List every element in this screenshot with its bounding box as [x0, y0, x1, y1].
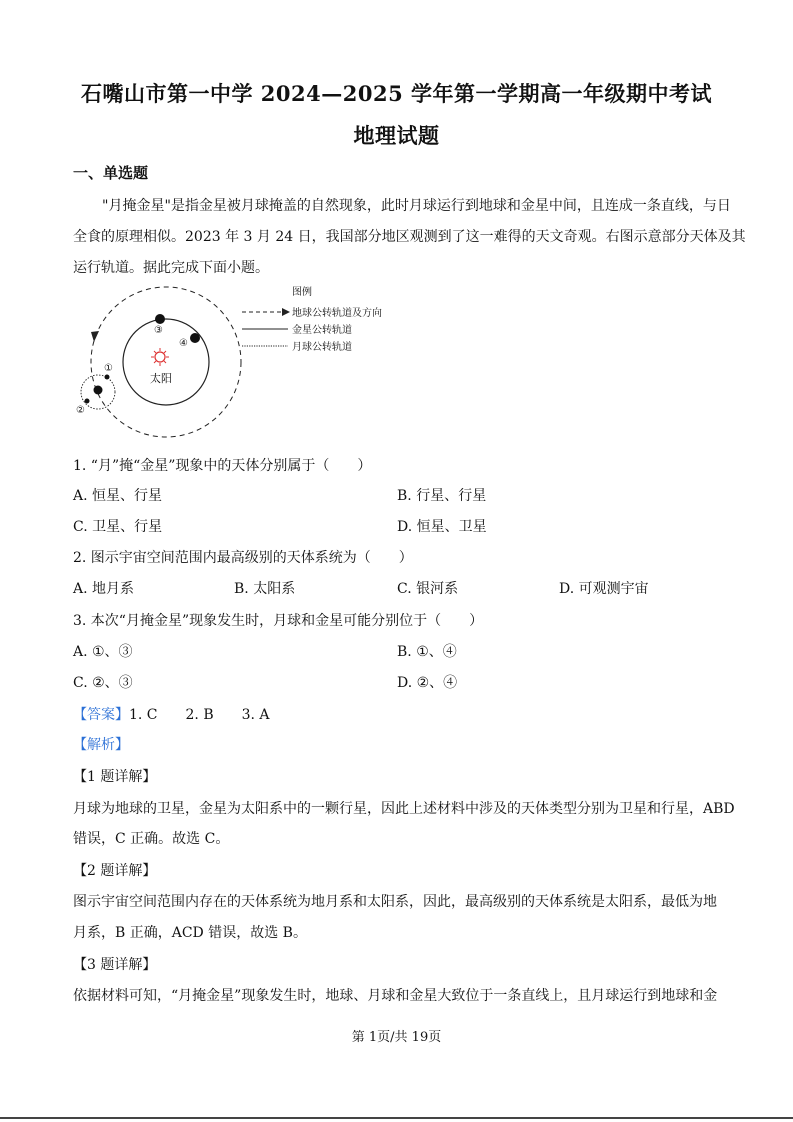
- question-3-option-b: B. ①、④: [397, 644, 457, 660]
- question-1-stem: 1. “月”掩“金星”现象中的天体分别属于（ ）: [73, 458, 372, 474]
- answer-line: [73, 704, 270, 724]
- earth-orbit: [91, 287, 241, 437]
- intro-line-2: 全食的原理相似。2023 年 3 月 24 日，我国部分地区观测到了这一难得的天文奇观。右图示意部分天体及其: [73, 229, 746, 245]
- earth-body: [94, 386, 103, 395]
- question-3-option-a: A. ①、③: [73, 644, 133, 660]
- legend-item-earth-orbit: 地球公转轨道及方向: [292, 308, 382, 319]
- moon-position-2: [85, 399, 90, 404]
- question-3-option-c: C. ②、③: [73, 675, 133, 691]
- page-footer: 第 1页/共 19页: [351, 1030, 442, 1045]
- sun-icon: [151, 348, 169, 366]
- venus-position-3: [155, 314, 165, 324]
- detail-2-heading: 【2 题详解】: [73, 863, 157, 879]
- venus-orbit: [123, 319, 209, 405]
- marker-2: ②: [76, 405, 85, 416]
- question-2-option-d: D. 可观测宇宙: [559, 581, 649, 597]
- question-2-stem: 2. 图示宇宙空间范围内最高级别的天体系统为（ ）: [73, 550, 413, 566]
- legend-arrow-icon: [282, 308, 290, 316]
- question-3-stem: 3. 本次“月掩金星”现象发生时，月球和金星可能分别位于（ ）: [73, 613, 484, 629]
- detail-1-heading: 【1 题详解】: [73, 769, 157, 785]
- question-1-option-a: A. 恒星、行星: [73, 488, 163, 504]
- question-1-option-d: D. 恒星、卫星: [397, 519, 487, 535]
- marker-1: ①: [104, 363, 113, 374]
- detail-1-line-1: 月球为地球的卫星，金星为太阳系中的一颗行星，因此上述材料中涉及的天体类型分别为卫星和行星，ABD: [73, 801, 735, 817]
- legend-title: 图例: [292, 287, 312, 298]
- orbit-diagram: [70, 280, 410, 440]
- moon-position-1: [105, 375, 110, 380]
- detail-1-line-2: 错误，C 正确。故选 C。: [73, 831, 230, 847]
- exam-title: 石嘴山市第一中学 2024—2025 学年第一学期高一年级期中考试: [80, 81, 712, 106]
- marker-4: ④: [179, 338, 188, 349]
- question-1-option-c: C. 卫星、行星: [73, 519, 163, 535]
- bottom-divider: [0, 1117, 793, 1119]
- earth-orbit-arrow-icon: [91, 331, 99, 342]
- legend-item-moon-orbit: 月球公转轨道: [292, 342, 352, 353]
- exam-subtitle: 地理试题: [353, 123, 440, 148]
- detail-3-heading: 【3 题详解】: [73, 957, 157, 973]
- question-2-option-c: C. 银河系: [397, 581, 459, 597]
- intro-line-3: 运行轨道。据此完成下面小题。: [73, 260, 269, 276]
- answer-text: 1. C 2. B 3. A: [129, 707, 270, 723]
- section-heading: 一、单选题: [73, 164, 149, 182]
- venus-position-4: [190, 333, 200, 343]
- detail-3-line-1: 依据材料可知，“月掩金星”现象发生时，地球、月球和金星大致位于一条直线上，且月球运行到地球和金: [73, 988, 718, 1004]
- sun-label: 太阳: [150, 372, 172, 385]
- legend-item-venus-orbit: 金星公转轨道: [292, 325, 352, 336]
- analysis-tag: 【解析】: [73, 737, 129, 753]
- question-3-option-d: D. ②、④: [397, 675, 458, 691]
- detail-2-line-1: 图示宇宙空间范围内存在的天体系统为地月系和太阳系，因此，最高级别的天体系统是太阳系，最低为地: [73, 894, 717, 910]
- marker-3: ③: [154, 325, 163, 336]
- answer-tag: 【答案】: [73, 707, 129, 723]
- question-2-option-a: A. 地月系: [73, 581, 135, 597]
- question-1-option-b: B. 行星、行星: [397, 488, 487, 504]
- question-2-option-b: B. 太阳系: [234, 581, 296, 597]
- detail-2-line-2: 月系，B 正确，ACD 错误，故选 B。: [73, 925, 307, 941]
- intro-line-1: "月掩金星"是指金星被月球掩盖的自然现象，此时月球运行到地球和金星中间，且连成一条直线，与日: [102, 198, 731, 214]
